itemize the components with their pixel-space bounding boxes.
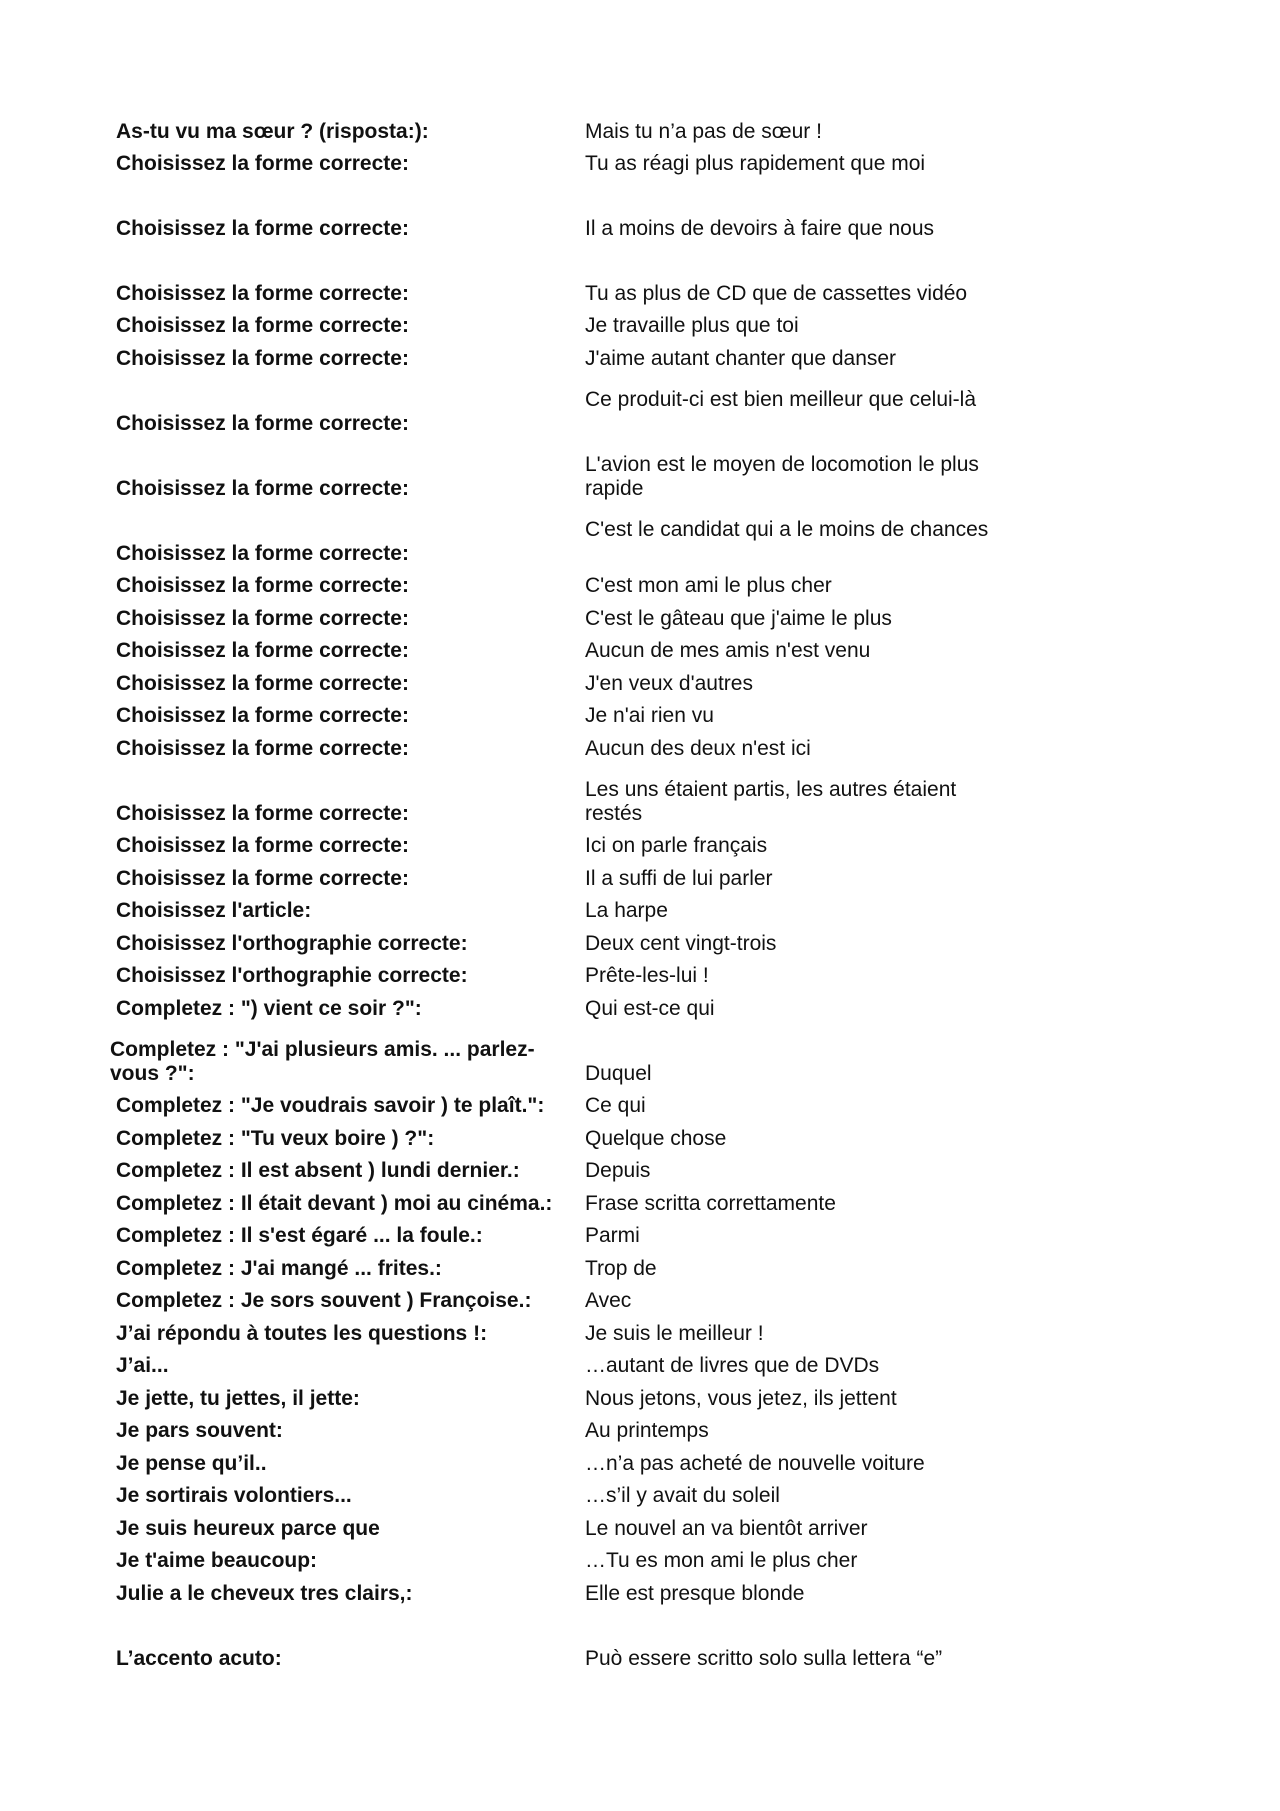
question-cell: J’ai... bbox=[116, 1354, 169, 1377]
answer-cell: Au printemps bbox=[585, 1419, 709, 1442]
question-cell: Choisissez l'article: bbox=[116, 899, 312, 922]
question-cell: Completez : Il est absent ) lundi dernier.: bbox=[116, 1159, 520, 1182]
answer-cell: Aucun des deux n'est ici bbox=[585, 737, 811, 760]
answer-cell: Frase scritta correttamente bbox=[585, 1192, 836, 1215]
answer-cell: Je travaille plus que toi bbox=[585, 314, 799, 337]
answer-cell: J'en veux d'autres bbox=[585, 672, 753, 695]
question-cell: Choisissez la forme correcte: bbox=[116, 282, 409, 305]
question-cell: Choisissez l'orthographie correcte: bbox=[116, 932, 468, 955]
answer-cell: Je suis le meilleur ! bbox=[585, 1322, 764, 1345]
answer-cell: Ici on parle français bbox=[585, 834, 768, 857]
answer-cell: C'est mon ami le plus cher bbox=[585, 574, 832, 597]
answer-cell: Il a moins de devoirs à faire que nous bbox=[585, 217, 935, 240]
answer-cell: …autant de livres que de DVDs bbox=[585, 1354, 880, 1377]
answer-cell: Elle est presque blonde bbox=[585, 1582, 805, 1605]
answer-cell: Tu as plus de CD que de cassettes vidéo bbox=[585, 282, 968, 305]
answer-cell: C'est le gâteau que j'aime le plus bbox=[585, 607, 892, 630]
question-cell: Je jette, tu jettes, il jette: bbox=[116, 1387, 360, 1410]
question-cell: L’accento acuto: bbox=[116, 1647, 282, 1670]
question-cell: Choisissez la forme correcte: bbox=[116, 607, 409, 630]
answer-cell: L'avion est le moyen de locomotion le plus rapide bbox=[585, 453, 979, 500]
question-cell: Completez : "Je voudrais savoir ) te plaît.": bbox=[116, 1094, 545, 1117]
answer-cell: Deux cent vingt-trois bbox=[585, 932, 777, 955]
answer-cell: Ce qui bbox=[585, 1094, 646, 1117]
answer-cell: …n’a pas acheté de nouvelle voiture bbox=[585, 1452, 925, 1475]
answer-cell: Quelque chose bbox=[585, 1127, 727, 1150]
answer-cell: La harpe bbox=[585, 899, 668, 922]
question-cell: Choisissez la forme correcte: bbox=[116, 217, 409, 240]
question-cell: Je pars souvent: bbox=[116, 1419, 283, 1442]
question-cell: Julie a le cheveux tres clairs,: bbox=[116, 1582, 413, 1605]
question-cell: Choisissez l'orthographie correcte: bbox=[116, 964, 468, 987]
answer-cell: Les uns étaient partis, les autres étaient restés bbox=[585, 778, 957, 825]
answer-cell: Prête-les-lui ! bbox=[585, 964, 709, 987]
answer-cell: …Tu es mon ami le plus cher bbox=[585, 1549, 858, 1572]
question-cell: Choisissez la forme correcte: bbox=[116, 152, 409, 175]
answer-cell: J'aime autant chanter que danser bbox=[585, 347, 897, 370]
question-cell: Choisissez la forme correcte: bbox=[116, 639, 409, 662]
question-cell: Choisissez la forme correcte: bbox=[116, 347, 409, 370]
answer-cell: Nous jetons, vous jetez, ils jettent bbox=[585, 1387, 897, 1410]
answer-cell: Duquel bbox=[585, 1062, 652, 1085]
answer-cell: Trop de bbox=[585, 1257, 657, 1280]
question-cell: Completez : J'ai mangé ... frites.: bbox=[116, 1257, 442, 1280]
question-cell: Choisissez la forme correcte: bbox=[116, 314, 409, 337]
question-cell: Choisissez la forme correcte: bbox=[116, 672, 409, 695]
answer-cell: Je n'ai rien vu bbox=[585, 704, 714, 727]
question-cell: Completez : ") vient ce soir ?": bbox=[116, 997, 422, 1020]
question-cell: Je suis heureux parce que bbox=[116, 1517, 380, 1540]
question-cell: Completez : Il s'est égaré ... la foule.: bbox=[116, 1224, 483, 1247]
question-cell: Je pense qu’il.. bbox=[116, 1452, 267, 1475]
question-cell: Choisissez la forme correcte: bbox=[116, 477, 409, 500]
answer-cell: Parmi bbox=[585, 1224, 640, 1247]
answer-cell: Ce produit-ci est bien meilleur que celui-là bbox=[585, 388, 977, 411]
answer-cell: Aucun de mes amis n'est venu bbox=[585, 639, 871, 662]
question-cell: Choisissez la forme correcte: bbox=[116, 834, 409, 857]
answer-cell: …s’il y avait du soleil bbox=[585, 1484, 780, 1507]
question-cell: Choisissez la forme correcte: bbox=[116, 704, 409, 727]
answer-cell: Qui est-ce qui bbox=[585, 997, 715, 1020]
question-cell: Completez : "J'ai plusieurs amis. ... parlez-vous ?": bbox=[110, 1038, 535, 1085]
question-cell: Choisissez la forme correcte: bbox=[116, 802, 409, 825]
answer-cell: Le nouvel an va bientôt arriver bbox=[585, 1517, 868, 1540]
answer-cell: Tu as réagi plus rapidement que moi bbox=[585, 152, 926, 175]
answer-cell: Mais tu n’a pas de sœur ! bbox=[585, 120, 822, 143]
question-cell: Completez : "Tu veux boire ) ?": bbox=[116, 1127, 435, 1150]
answer-cell: Il a suffi de lui parler bbox=[585, 867, 773, 890]
question-cell: As-tu vu ma sœur ? (risposta:): bbox=[116, 120, 429, 143]
question-cell: Choisissez la forme correcte: bbox=[116, 737, 409, 760]
question-cell: Choisissez la forme correcte: bbox=[116, 542, 409, 565]
answer-cell: C'est le candidat qui a le moins de chances bbox=[585, 518, 989, 541]
question-cell: Je sortirais volontiers... bbox=[116, 1484, 352, 1507]
answer-cell: Può essere scritto solo sulla lettera “e” bbox=[585, 1647, 943, 1670]
question-cell: Completez : Je sors souvent ) Françoise.: bbox=[116, 1289, 532, 1312]
question-cell: Choisissez la forme correcte: bbox=[116, 412, 409, 435]
question-cell: J’ai répondu à toutes les questions !: bbox=[116, 1322, 488, 1345]
question-cell: Choisissez la forme correcte: bbox=[116, 574, 409, 597]
question-cell: Choisissez la forme correcte: bbox=[116, 867, 409, 890]
question-cell: Completez : Il était devant ) moi au cinéma.: bbox=[116, 1192, 553, 1215]
question-cell: Je t'aime beaucoup: bbox=[116, 1549, 318, 1572]
answer-cell: Avec bbox=[585, 1289, 632, 1312]
answer-cell: Depuis bbox=[585, 1159, 651, 1182]
